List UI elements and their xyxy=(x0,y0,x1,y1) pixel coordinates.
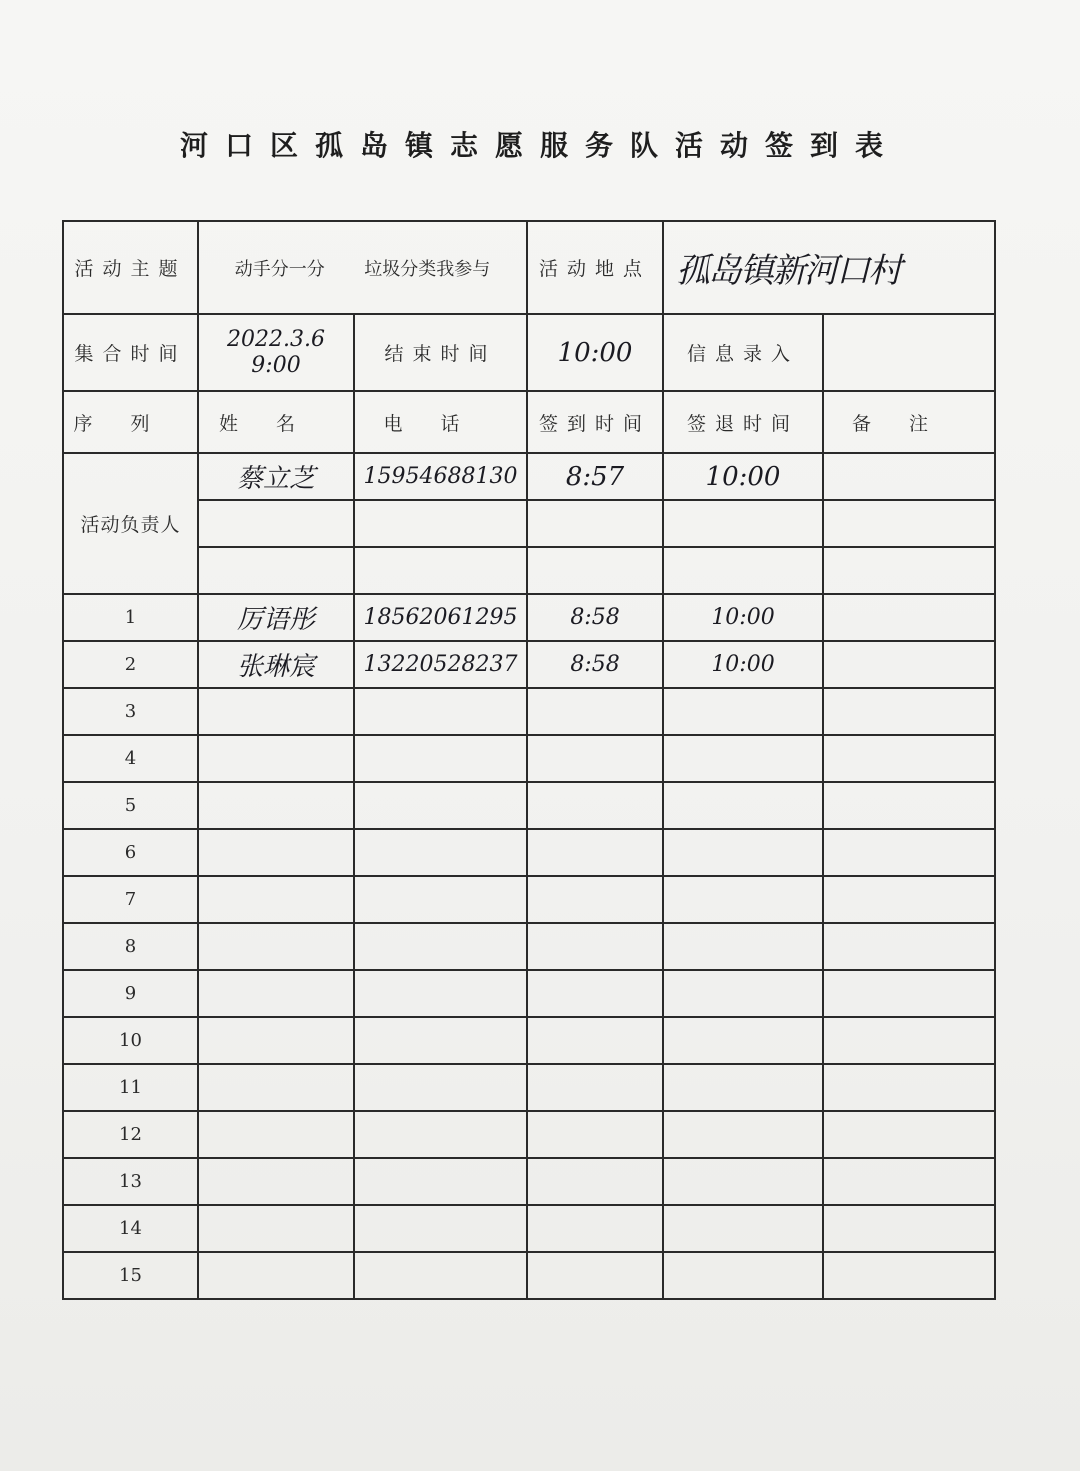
phone-cell[interactable] xyxy=(354,829,527,876)
leader-name-cell[interactable] xyxy=(198,500,354,547)
seq-number: 9 xyxy=(124,983,137,1004)
signout-cell[interactable] xyxy=(663,1205,823,1252)
name-cell[interactable] xyxy=(198,1252,354,1299)
seq-number: 2 xyxy=(124,654,137,675)
gather-time: 9:00 xyxy=(251,352,301,378)
seq-cell xyxy=(63,735,198,782)
signin-cell[interactable] xyxy=(527,1064,663,1111)
phone-cell[interactable] xyxy=(354,1111,527,1158)
seq-cell xyxy=(63,641,198,688)
signin-cell[interactable] xyxy=(527,1017,663,1064)
leader-row xyxy=(63,500,995,547)
volunteer-row xyxy=(63,923,995,970)
seq-number: 12 xyxy=(119,1124,142,1145)
signin-cell[interactable] xyxy=(527,1252,663,1299)
leader-label-cell xyxy=(63,453,198,594)
name-cell[interactable] xyxy=(198,641,354,688)
volunteer-name: 厉语彤 xyxy=(236,605,315,635)
leader-name-cell[interactable]: 蔡立芝 xyxy=(198,453,354,500)
remark-cell[interactable] xyxy=(823,1252,995,1299)
signout-cell[interactable] xyxy=(663,970,823,1017)
seq-number: 4 xyxy=(124,748,137,769)
signout-cell[interactable] xyxy=(663,1111,823,1158)
phone-cell[interactable] xyxy=(354,1158,527,1205)
volunteer-rows xyxy=(63,594,995,1299)
gather-date: 2022.3.6 xyxy=(227,327,325,353)
phone-cell[interactable] xyxy=(354,876,527,923)
leader-signin-cell[interactable]: 8:57 xyxy=(527,453,663,500)
col-header-name: 姓名 xyxy=(198,391,354,453)
leader-label: 活动负责人 xyxy=(80,514,181,536)
remark-cell[interactable] xyxy=(823,688,995,735)
col-header-signout: 签退时间 xyxy=(663,391,823,453)
seq-cell xyxy=(63,1017,198,1064)
signin-cell[interactable] xyxy=(527,688,663,735)
phone-cell[interactable] xyxy=(354,735,527,782)
seq-cell xyxy=(63,1205,198,1252)
volunteer-row xyxy=(63,1158,995,1205)
seq-number: 6 xyxy=(124,842,137,863)
seq-cell xyxy=(63,829,198,876)
remark-cell[interactable] xyxy=(823,735,995,782)
leader-remark-cell[interactable] xyxy=(823,453,995,500)
volunteer-row xyxy=(63,970,995,1017)
volunteer-row xyxy=(63,735,995,782)
location-value-cell[interactable] xyxy=(663,221,995,314)
leader-phone-cell[interactable] xyxy=(354,547,527,594)
remark-cell[interactable] xyxy=(823,829,995,876)
volunteer-row xyxy=(63,1252,995,1299)
volunteer-row xyxy=(63,829,995,876)
signin-cell[interactable] xyxy=(527,735,663,782)
leader-phone-cell[interactable] xyxy=(354,500,527,547)
end-time-label-cell xyxy=(354,314,527,391)
name-cell[interactable] xyxy=(198,1111,354,1158)
name-cell[interactable] xyxy=(198,1064,354,1111)
signout-time: 10:00 xyxy=(711,652,775,677)
phone-cell[interactable] xyxy=(354,970,527,1017)
signout-cell[interactable] xyxy=(663,688,823,735)
name-cell[interactable] xyxy=(198,688,354,735)
volunteer-row xyxy=(63,876,995,923)
leader-remark-cell[interactable] xyxy=(823,500,995,547)
name-cell[interactable] xyxy=(198,594,354,641)
info-entry-label: 信息录入 xyxy=(687,343,800,365)
topic-value-cell[interactable] xyxy=(198,221,527,314)
gather-time-value-cell[interactable] xyxy=(198,314,354,391)
location-value: 孤岛镇新河口村 xyxy=(676,251,901,291)
leader-signin-cell[interactable] xyxy=(527,547,663,594)
phone-cell[interactable] xyxy=(354,594,527,641)
signout-cell[interactable] xyxy=(663,1064,823,1111)
name-cell[interactable] xyxy=(198,735,354,782)
signout-cell[interactable] xyxy=(663,735,823,782)
signout-cell[interactable] xyxy=(663,829,823,876)
seq-number: 5 xyxy=(124,795,137,816)
name-cell[interactable] xyxy=(198,1158,354,1205)
volunteer-row xyxy=(63,1205,995,1252)
signout-cell[interactable] xyxy=(663,782,823,829)
name-cell[interactable] xyxy=(198,1205,354,1252)
volunteer-row xyxy=(63,1064,995,1111)
seq-cell xyxy=(63,1252,198,1299)
remark-cell[interactable] xyxy=(823,1205,995,1252)
volunteer-name: 张琳宸 xyxy=(236,652,315,682)
phone-cell[interactable] xyxy=(354,641,527,688)
signin-cell[interactable] xyxy=(527,782,663,829)
signin-cell[interactable] xyxy=(527,1158,663,1205)
name-cell[interactable] xyxy=(198,923,354,970)
leader-signout-cell[interactable] xyxy=(663,547,823,594)
topic-label: 活动主题 xyxy=(74,258,187,280)
seq-cell xyxy=(63,1158,198,1205)
remark-cell[interactable] xyxy=(823,594,995,641)
end-time-value-cell[interactable] xyxy=(527,314,663,391)
leader-row xyxy=(63,547,995,594)
end-time-label: 结束时间 xyxy=(384,343,497,365)
seq-number: 7 xyxy=(124,889,137,910)
leader-signout-cell[interactable]: 10:00 xyxy=(663,453,823,500)
signout-cell[interactable] xyxy=(663,1252,823,1299)
leader-phone-cell[interactable]: 15954688130 xyxy=(354,453,527,500)
remark-cell[interactable] xyxy=(823,970,995,1017)
signin-cell[interactable] xyxy=(527,641,663,688)
seq-cell xyxy=(63,688,198,735)
name-cell[interactable] xyxy=(198,829,354,876)
volunteer-row xyxy=(63,1111,995,1158)
phone-cell[interactable] xyxy=(354,1205,527,1252)
signout-cell[interactable] xyxy=(663,1158,823,1205)
name-cell[interactable] xyxy=(198,782,354,829)
volunteer-row xyxy=(63,594,995,641)
seq-number: 3 xyxy=(124,701,137,722)
phone-cell[interactable] xyxy=(354,688,527,735)
signin-cell[interactable] xyxy=(527,594,663,641)
column-header-row xyxy=(63,391,995,453)
name-cell[interactable] xyxy=(198,970,354,1017)
leader-signin-cell[interactable] xyxy=(527,500,663,547)
seq-cell xyxy=(63,970,198,1017)
signout-cell[interactable] xyxy=(663,923,823,970)
leader-row xyxy=(63,453,995,500)
remark-cell[interactable] xyxy=(823,1158,995,1205)
leader-remark-cell[interactable] xyxy=(823,547,995,594)
end-time-value: 10:00 xyxy=(557,337,633,368)
phone-cell[interactable] xyxy=(354,1064,527,1111)
signin-time: 8:58 xyxy=(570,652,620,677)
seq-cell xyxy=(63,782,198,829)
signin-cell[interactable] xyxy=(527,923,663,970)
col-header-seq: 序列 xyxy=(63,391,198,453)
col-header-remark: 备注 xyxy=(823,391,995,453)
leader-signout-cell[interactable] xyxy=(663,500,823,547)
gather-time-label-cell xyxy=(63,314,198,391)
seq-number: 8 xyxy=(124,936,137,957)
signin-time: 8:58 xyxy=(570,605,620,630)
info-entry-value-cell[interactable] xyxy=(823,314,995,391)
topic-value: 动手分一分 垃圾分类我参与 xyxy=(234,258,491,280)
location-label-cell xyxy=(527,221,663,314)
phone-cell[interactable] xyxy=(354,1017,527,1064)
name-cell[interactable] xyxy=(198,1017,354,1064)
remark-cell[interactable] xyxy=(823,1064,995,1111)
topic-label-cell xyxy=(63,221,198,314)
info-row-topic xyxy=(63,221,995,314)
signout-cell[interactable] xyxy=(663,876,823,923)
signout-cell[interactable] xyxy=(663,641,823,688)
seq-cell xyxy=(63,594,198,641)
seq-cell xyxy=(63,923,198,970)
seq-number: 15 xyxy=(119,1265,142,1286)
gather-time-label: 集合时间 xyxy=(74,343,187,365)
phone-cell[interactable] xyxy=(354,923,527,970)
volunteer-row xyxy=(63,782,995,829)
seq-cell xyxy=(63,1064,198,1111)
seq-cell xyxy=(63,1111,198,1158)
seq-cell xyxy=(63,876,198,923)
volunteer-phone: 13220528237 xyxy=(363,652,518,677)
col-header-phone: 电话 xyxy=(354,391,527,453)
volunteer-phone: 18562061295 xyxy=(363,605,518,630)
remark-cell[interactable] xyxy=(823,923,995,970)
signout-cell[interactable] xyxy=(663,1017,823,1064)
signin-cell[interactable] xyxy=(527,1111,663,1158)
seq-number: 14 xyxy=(119,1218,142,1239)
col-header-signin: 签到时间 xyxy=(527,391,663,453)
remark-cell[interactable] xyxy=(823,782,995,829)
seq-number: 11 xyxy=(119,1077,142,1098)
info-row-time xyxy=(63,314,995,391)
volunteer-row xyxy=(63,688,995,735)
remark-cell[interactable] xyxy=(823,1017,995,1064)
name-cell[interactable] xyxy=(198,876,354,923)
signin-cell[interactable] xyxy=(527,829,663,876)
remark-cell[interactable] xyxy=(823,876,995,923)
phone-cell[interactable] xyxy=(354,782,527,829)
seq-number: 1 xyxy=(124,607,137,628)
signin-cell[interactable] xyxy=(527,876,663,923)
signout-time: 10:00 xyxy=(711,605,775,630)
signin-cell[interactable] xyxy=(527,1205,663,1252)
remark-cell[interactable] xyxy=(823,1111,995,1158)
volunteer-row xyxy=(63,641,995,688)
volunteer-row xyxy=(63,1017,995,1064)
location-label: 活动地点 xyxy=(539,258,652,280)
form-title: 河口区孤岛镇志愿服务队活动签到表 xyxy=(179,129,900,162)
signout-cell[interactable] xyxy=(663,594,823,641)
leader-name-cell[interactable] xyxy=(198,547,354,594)
remark-cell[interactable] xyxy=(823,641,995,688)
seq-number: 10 xyxy=(119,1030,142,1051)
info-entry-label-cell xyxy=(663,314,823,391)
signin-cell[interactable] xyxy=(527,970,663,1017)
seq-number: 13 xyxy=(119,1171,142,1192)
phone-cell[interactable] xyxy=(354,1252,527,1299)
signin-form-table xyxy=(62,220,996,1300)
